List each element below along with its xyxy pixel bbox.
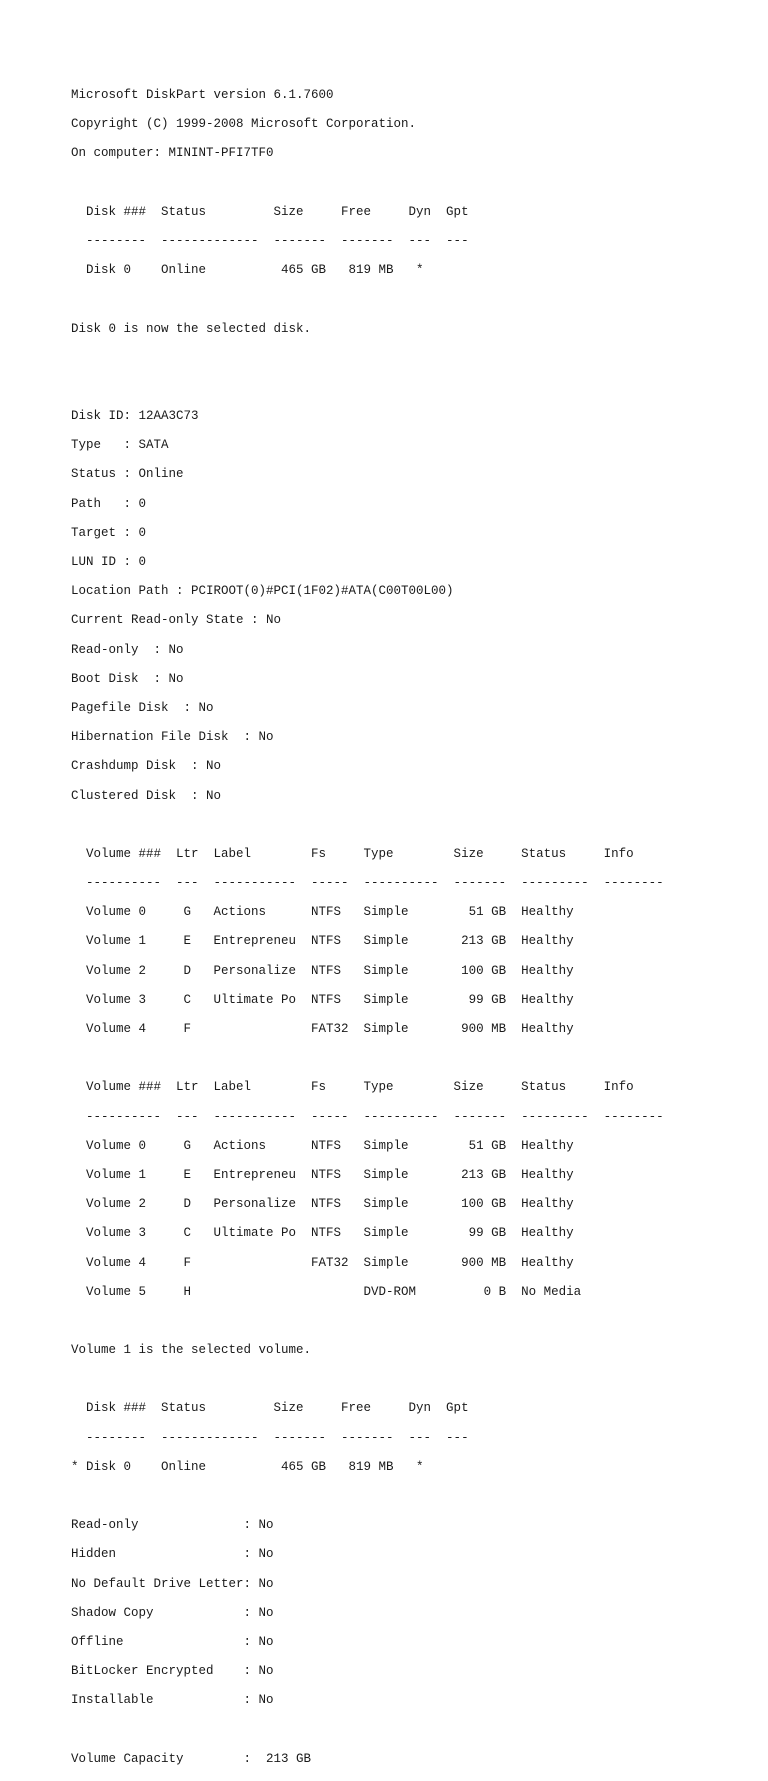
disk-table-header: Disk ### Status Size Free Dyn Gpt	[71, 204, 469, 219]
volume-table-row: Volume 4 F FAT32 Simple 900 MB Healthy	[71, 1022, 574, 1036]
console-line	[71, 380, 664, 395]
volume-table-row: Volume 4 F FAT32 Simple 900 MB Healthy	[71, 1255, 574, 1270]
volume-attribute-line: Offline : No	[71, 1634, 274, 1649]
console-line	[71, 1489, 664, 1504]
volume-table-row: Volume 2 D Personalize NTFS Simple 100 GB Healthy	[71, 963, 574, 978]
disk-detail-line: Hibernation File Disk : No	[71, 730, 274, 745]
volume-attribute-line: Hidden : No	[71, 1547, 274, 1562]
disk-detail-line: Status : Online	[71, 467, 184, 482]
disk-detail-line: Disk ID: 12AA3C73	[71, 409, 199, 424]
volume-table-rule: ---------- --- ----------- ----- ---------- ------- --------- --------	[71, 1109, 664, 1124]
disk-detail-line: LUN ID : 0	[71, 555, 147, 569]
console-line	[71, 1314, 664, 1329]
diskpart-console-output	[71, 88, 664, 1781]
volume-capacity-line: Volume Capacity : 213 GB	[71, 1751, 312, 1766]
disk-detail-line: Location Path : PCIROOT(0)#PCI(1F02)#ATA(C00T00L00)	[71, 584, 454, 599]
volume-attribute-line: BitLocker Encrypted : No	[71, 1664, 274, 1679]
volume-table-header: Volume ### Ltr Label Fs Type Size Status Info	[71, 846, 634, 861]
volume-table-row: Volume 2 D Personalize NTFS Simple 100 GB Healthy	[71, 1197, 574, 1212]
volume-table-row: Volume 1 E Entrepreneu NTFS Simple 213 GB Healthy	[71, 934, 574, 949]
console-line	[71, 292, 664, 307]
volume-table-row: Volume 0 G Actions NTFS Simple 51 GB Healthy	[71, 905, 574, 920]
volume-table-row: Volume 3 C Ultimate Po NTFS Simple 99 GB Healthy	[71, 1226, 574, 1241]
volume-attribute-line: Read-only : No	[71, 1518, 274, 1533]
volume-table-row: Volume 3 C Ultimate Po NTFS Simple 99 GB Healthy	[71, 992, 574, 1007]
disk-table-header: Disk ### Status Size Free Dyn Gpt	[71, 1401, 469, 1416]
console-line	[71, 1372, 664, 1387]
console-line: Microsoft DiskPart version 6.1.7600	[71, 88, 334, 102]
volume-attribute-line: No Default Drive Letter: No	[71, 1576, 274, 1591]
disk-table-row: * Disk 0 Online 465 GB 819 MB *	[71, 1459, 424, 1474]
disk-detail-line: Path : 0	[71, 496, 147, 511]
console-line	[71, 1051, 664, 1066]
disk-detail-line: Current Read-only State : No	[71, 613, 282, 628]
volume-table-row: Volume 5 H DVD-ROM 0 B No Media	[71, 1284, 582, 1299]
console-line	[71, 818, 664, 833]
volume-table-header: Volume ### Ltr Label Fs Type Size Status Info	[71, 1080, 634, 1095]
console-line: Disk 0 is now the selected disk.	[71, 321, 312, 336]
volume-table-row: Volume 0 G Actions NTFS Simple 51 GB Healthy	[71, 1138, 574, 1153]
disk-detail-line: Pagefile Disk : No	[71, 700, 214, 715]
console-line: Copyright (C) 1999-2008 Microsoft Corporation.	[71, 117, 417, 132]
volume-attribute-line: Shadow Copy : No	[71, 1605, 274, 1620]
disk-table-row: Disk 0 Online 465 GB 819 MB *	[71, 263, 424, 278]
disk-detail-line: Boot Disk : No	[71, 671, 184, 686]
disk-table-rule: -------- ------------- ------- ------- --- ---	[71, 1430, 469, 1445]
disk-detail-line: Type : SATA	[71, 438, 169, 453]
console-line: Volume 1 is the selected volume.	[71, 1343, 312, 1358]
volume-attribute-line: Installable : No	[71, 1693, 274, 1708]
disk-table-rule: -------- ------------- ------- ------- --- ---	[71, 233, 469, 248]
disk-detail-line: Clustered Disk : No	[71, 788, 222, 803]
console-line	[71, 176, 664, 191]
console-line: On computer: MININT-PFI7TF0	[71, 146, 274, 161]
disk-detail-line: Crashdump Disk : No	[71, 759, 222, 774]
volume-table-rule: ---------- --- ----------- ----- ---------- ------- --------- --------	[71, 876, 664, 891]
disk-detail-line: Target : 0	[71, 525, 147, 540]
console-line	[71, 351, 664, 366]
disk-detail-line: Read-only : No	[71, 642, 184, 657]
console-line	[71, 1723, 664, 1738]
volume-table-row: Volume 1 E Entrepreneu NTFS Simple 213 GB Healthy	[71, 1167, 574, 1182]
